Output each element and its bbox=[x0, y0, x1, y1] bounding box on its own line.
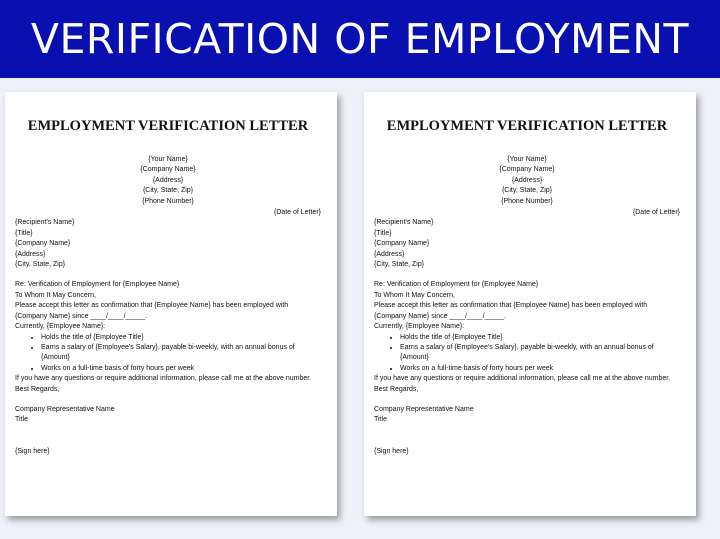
duties-list bbox=[15, 333, 321, 375]
letter-page-right bbox=[364, 92, 696, 516]
sender-block bbox=[15, 155, 321, 207]
recipient-company: {Company Name} bbox=[374, 240, 430, 248]
re-line: Re: Verification of Employment for {Employee Name} bbox=[15, 281, 180, 289]
salutation: To Whom It May Concern, bbox=[15, 291, 96, 299]
questions-line: If you have any questions or require additional information, please call me at the above number. bbox=[15, 375, 312, 383]
signer-name: Company Representative Name bbox=[374, 405, 474, 413]
currently-line: Currently, {Employee Name}: bbox=[374, 323, 465, 331]
sender-block bbox=[374, 155, 680, 207]
body-line-1: Please accept this letter as confirmation that {Employee Name} has been employed with bbox=[15, 302, 289, 310]
recipient-address: {Address} bbox=[374, 250, 405, 258]
re-line: Re: Verification of Employment for {Employee Name} bbox=[374, 281, 539, 289]
sender-address: {Address} bbox=[511, 176, 543, 184]
letter-title: EMPLOYMENT VERIFICATION LETTER bbox=[386, 118, 668, 134]
sender-name: {Your Name} bbox=[148, 156, 188, 163]
salutation: To Whom It May Concern, bbox=[374, 291, 455, 299]
signer-title: Title bbox=[374, 416, 387, 424]
recipient-name: {Recipient's Name} bbox=[374, 219, 434, 227]
title-banner bbox=[0, 0, 720, 78]
letter-title: EMPLOYMENT VERIFICATION LETTER bbox=[27, 118, 309, 134]
recipient-title: {Title} bbox=[374, 229, 392, 237]
recipient-block bbox=[374, 218, 680, 270]
sign-here: {Sign here} bbox=[15, 447, 50, 455]
recipient-city: {City, State, Zip} bbox=[374, 261, 425, 269]
sender-city: {City, State, Zip} bbox=[142, 187, 194, 195]
closing: Best Regards, bbox=[374, 385, 419, 393]
duty-item: • Earns a salary of {Employee's Salary}, payable bi-weekly, with an annual bonus of {Amount} bbox=[41, 343, 321, 364]
duty-item: • Earns a salary of {Employee's Salary}, payable bi-weekly, with an annual bonus of {Amount} bbox=[400, 343, 680, 364]
duty-item: • Works on a full-time basis of forty hours per week bbox=[400, 364, 680, 374]
signer-name: Company Representative Name bbox=[15, 405, 115, 413]
body-line-1: Please accept this letter as confirmation that {Employee Name} has been employed with bbox=[374, 302, 648, 310]
duties-list bbox=[374, 333, 680, 375]
duty-item: • Holds the title of {Employee Title} bbox=[400, 333, 680, 343]
recipient-address: {Address} bbox=[15, 250, 46, 258]
banner-title: VERIFICATION OF EMPLOYMENT bbox=[30, 15, 690, 63]
recipient-company: {Company Name} bbox=[15, 240, 71, 248]
duty-item: • Holds the title of {Employee Title} bbox=[41, 333, 321, 343]
sender-phone: {Phone Number} bbox=[142, 197, 194, 205]
currently-line: Currently, {Employee Name}: bbox=[15, 323, 106, 331]
sender-name: {Your Name} bbox=[507, 156, 547, 163]
duty-item: • Works on a full-time basis of forty hours per week bbox=[41, 364, 321, 374]
sender-company: {Company Name} bbox=[499, 166, 555, 174]
letter-page-left bbox=[5, 92, 337, 516]
closing: Best Regards, bbox=[15, 385, 60, 393]
body-line-2: {Company Name} since ____/____/_____. bbox=[15, 312, 147, 320]
recipient-block bbox=[15, 218, 321, 270]
letter-date: {Date of Letter} bbox=[273, 209, 321, 217]
letter-date: {Date of Letter} bbox=[632, 209, 680, 217]
questions-line: If you have any questions or require additional information, please call me at the above number. bbox=[374, 375, 671, 383]
sender-company: {Company Name} bbox=[140, 166, 196, 174]
sender-phone: {Phone Number} bbox=[501, 197, 553, 205]
sender-city: {City, State, Zip} bbox=[501, 187, 553, 195]
sign-here: {Sign here} bbox=[374, 447, 409, 455]
recipient-city: {City, State, Zip} bbox=[15, 261, 66, 269]
signer-title: Title bbox=[15, 416, 28, 424]
recipient-name: {Recipient's Name} bbox=[15, 219, 75, 227]
body-line-2: {Company Name} since ____/____/_____. bbox=[374, 312, 506, 320]
sender-address: {Address} bbox=[152, 176, 184, 184]
recipient-title: {Title} bbox=[15, 229, 33, 237]
